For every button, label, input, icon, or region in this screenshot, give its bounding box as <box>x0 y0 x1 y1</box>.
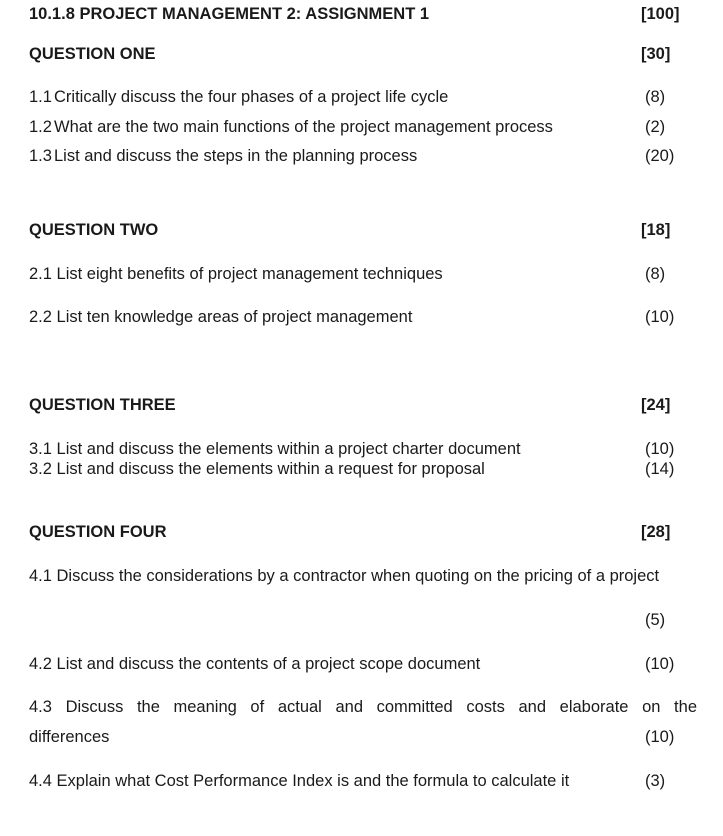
question-four-heading: QUESTION FOUR <box>29 523 167 541</box>
item-marks: (8) <box>645 265 666 283</box>
item-text: 4.1 Discuss the considerations by a contractor when quoting on the pricing of a project <box>29 567 660 585</box>
item-number: 1.3 <box>29 147 52 165</box>
question-three-total: [24] <box>641 396 671 414</box>
item-text: List and discuss the steps in the planning process <box>54 147 418 165</box>
assignment-total-marks: [100] <box>641 5 680 23</box>
item-text: 4.4 Explain what Cost Performance Index is and the formula to calculate it <box>29 772 570 790</box>
item-text: 4.3 Discuss the meaning of actual and committed costs and elaborate on the <box>29 698 697 716</box>
item-marks: (8) <box>645 88 666 106</box>
question-one-total: [30] <box>641 45 671 63</box>
assignment-title: 10.1.8 PROJECT MANAGEMENT 2: ASSIGNMENT 1 <box>29 5 430 23</box>
item-text: 3.1 List and discuss the elements within a project charter document <box>29 440 521 458</box>
item-marks: (10) <box>645 728 675 746</box>
item-text: Critically discuss the four phases of a project life cycle <box>54 88 449 106</box>
item-marks: (20) <box>645 147 675 165</box>
item-text: 2.1 List eight benefits of project management techniques <box>29 265 443 283</box>
item-marks: (2) <box>645 118 666 136</box>
item-text: What are the two main functions of the project management process <box>54 118 553 136</box>
question-three-heading: QUESTION THREE <box>29 396 176 414</box>
item-marks: (3) <box>645 772 666 790</box>
item-text: 2.2 List ten knowledge areas of project management <box>29 308 413 326</box>
item-marks: (14) <box>645 460 675 478</box>
question-two-heading: QUESTION TWO <box>29 221 159 239</box>
item-number: 1.1 <box>29 88 52 106</box>
question-four-total: [28] <box>641 523 671 541</box>
item-text: 4.2 List and discuss the contents of a project scope document <box>29 655 481 673</box>
question-one-heading: QUESTION ONE <box>29 45 156 63</box>
question-two-total: [18] <box>641 221 671 239</box>
item-text-continued: differences <box>29 728 110 746</box>
item-text: 3.2 List and discuss the elements within a request for proposal <box>29 460 485 478</box>
item-marks: (10) <box>645 655 675 673</box>
item-marks: (10) <box>645 308 675 326</box>
item-marks: (10) <box>645 440 675 458</box>
item-marks: (5) <box>645 611 666 629</box>
item-number: 1.2 <box>29 118 52 136</box>
